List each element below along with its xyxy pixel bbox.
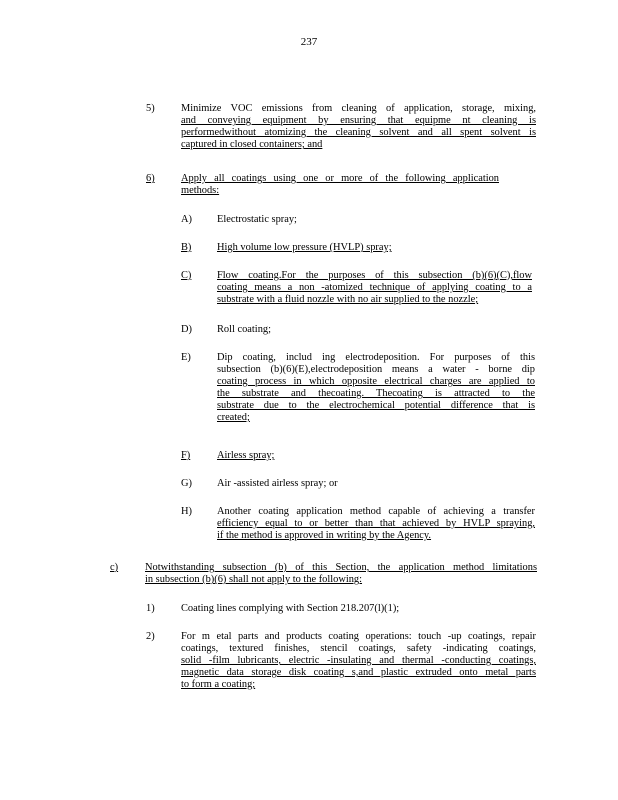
text-line xyxy=(217,282,532,294)
item-label: 2) xyxy=(146,631,155,642)
text-line xyxy=(217,450,287,462)
item-label: D) xyxy=(181,324,192,335)
item-label: 6) xyxy=(146,173,155,184)
text-line xyxy=(181,667,536,679)
underlined-amendment-text: Notwithstanding subsection (b) of this Section, the application method limitations xyxy=(145,562,537,573)
underlined-amendment-text: and conveying equipment by ensuring that equipme nt cleaning is xyxy=(181,115,536,126)
item-text xyxy=(217,506,535,542)
text-line xyxy=(181,679,536,691)
page-number: 237 xyxy=(300,36,318,48)
underlined-amendment-text: the substrate and thecoating. Thecoating is attracted to the xyxy=(217,388,535,399)
item-label: c) xyxy=(110,562,119,573)
underlined-amendment-text: captured in closed containers; and xyxy=(181,139,323,150)
item-text xyxy=(181,603,421,615)
text-line xyxy=(181,185,499,197)
item-label: C) xyxy=(181,270,192,281)
underlined-amendment-text: coating process in which opposite electrical charges are applied to xyxy=(217,376,535,387)
item-text xyxy=(217,324,287,336)
underlined-amendment-text: substrate with a fluid nozzle with no air supplied to the nozzle; xyxy=(217,294,479,305)
text-line xyxy=(181,173,499,185)
underlined-amendment-text: solid -film lubricants, electric -insulating and thermal -conducting coatings, xyxy=(181,655,536,666)
text-line xyxy=(217,242,422,254)
underlined-amendment-text: if the method is approved in writing by the Agency. xyxy=(217,530,432,541)
text-line xyxy=(217,352,535,364)
text-line xyxy=(181,127,536,139)
text-line xyxy=(217,400,535,412)
underlined-amendment-text: coating means a non -atomized technique of applying coating to a xyxy=(217,282,532,293)
underlined-amendment-text: Airless spray; xyxy=(217,450,275,461)
original-text: Another coating application method capable of achieving a transfer xyxy=(217,506,535,517)
original-text: For m etal parts and products coating operations: touch -up coatings, repair xyxy=(181,631,536,642)
text-line xyxy=(181,655,536,667)
text-line xyxy=(217,270,532,282)
text-line xyxy=(217,478,357,490)
item-text xyxy=(181,173,499,197)
text-line xyxy=(145,574,537,586)
item-text xyxy=(181,103,536,151)
original-text: Roll coating; xyxy=(217,324,271,335)
text-line xyxy=(181,139,536,151)
item-text xyxy=(217,352,535,424)
item-text xyxy=(217,270,532,306)
original-text: subsection (b)(6)(E),electrodeposition means a water - borne dip xyxy=(217,364,535,375)
item-text xyxy=(145,562,537,586)
text-line xyxy=(181,103,536,115)
text-line xyxy=(217,506,535,518)
item-label: B) xyxy=(181,242,192,253)
text-line xyxy=(217,214,327,226)
text-line xyxy=(217,412,535,424)
text-line xyxy=(181,115,536,127)
text-line xyxy=(217,294,532,306)
item-label: A) xyxy=(181,214,192,225)
underlined-amendment-text: to form a coating; xyxy=(181,679,256,690)
item-label: H) xyxy=(181,506,192,517)
item-label: F) xyxy=(181,450,191,461)
underlined-amendment-text: Flow coating.For the purposes of this subsection (b)(6)(C),flow xyxy=(217,270,532,281)
text-line xyxy=(217,518,535,530)
underlined-amendment-text: performedwithout atomizing the cleaning solvent and all spent solvent is xyxy=(181,127,536,138)
text-line xyxy=(217,388,535,400)
item-text xyxy=(217,214,327,226)
original-text: Electrostatic spray; xyxy=(217,214,297,225)
text-line xyxy=(217,530,535,542)
text-line xyxy=(181,603,421,615)
original-text: Dip coating, includ ing electrodeposition. For purposes of this xyxy=(217,352,535,363)
original-text: Coating lines complying with Section 218.207(l)(1); xyxy=(181,603,400,614)
original-text: Air -assisted airless spray; or xyxy=(217,478,338,489)
underlined-amendment-text: efficiency equal to or better than that achieved by HVLP spraying, xyxy=(217,518,535,529)
item-text xyxy=(217,478,357,490)
original-text: Minimize VOC emissions from cleaning of application, storage, mixing, xyxy=(181,103,536,114)
item-label: 5) xyxy=(146,103,155,114)
item-label: E) xyxy=(181,352,191,363)
underlined-amendment-text: in subsection (b)(6) shall not apply to the following: xyxy=(145,574,363,585)
item-text xyxy=(217,450,287,462)
underlined-amendment-text: magnetic data storage disk coating s,and plastic extruded onto metal parts xyxy=(181,667,536,678)
underlined-amendment-text: methods: xyxy=(181,185,220,196)
item-label: G) xyxy=(181,478,192,489)
text-line xyxy=(217,324,287,336)
text-line xyxy=(181,643,536,655)
item-label: 1) xyxy=(146,603,155,614)
text-line xyxy=(145,562,537,574)
underlined-amendment-text: substrate due to the electrochemical potential difference that is xyxy=(217,400,535,411)
item-text xyxy=(217,242,422,254)
underlined-amendment-text: Apply all coatings using one or more of the following application xyxy=(181,173,499,184)
text-line xyxy=(217,376,535,388)
text-line xyxy=(181,631,536,643)
item-text xyxy=(181,631,536,691)
underlined-amendment-text: High volume low pressure (HVLP) spray; xyxy=(217,242,392,253)
underlined-amendment-text: created; xyxy=(217,412,250,423)
text-line xyxy=(217,364,535,376)
original-text: coatings, textured finishes, stencil coatings, safety -indicating coatings, xyxy=(181,643,536,654)
